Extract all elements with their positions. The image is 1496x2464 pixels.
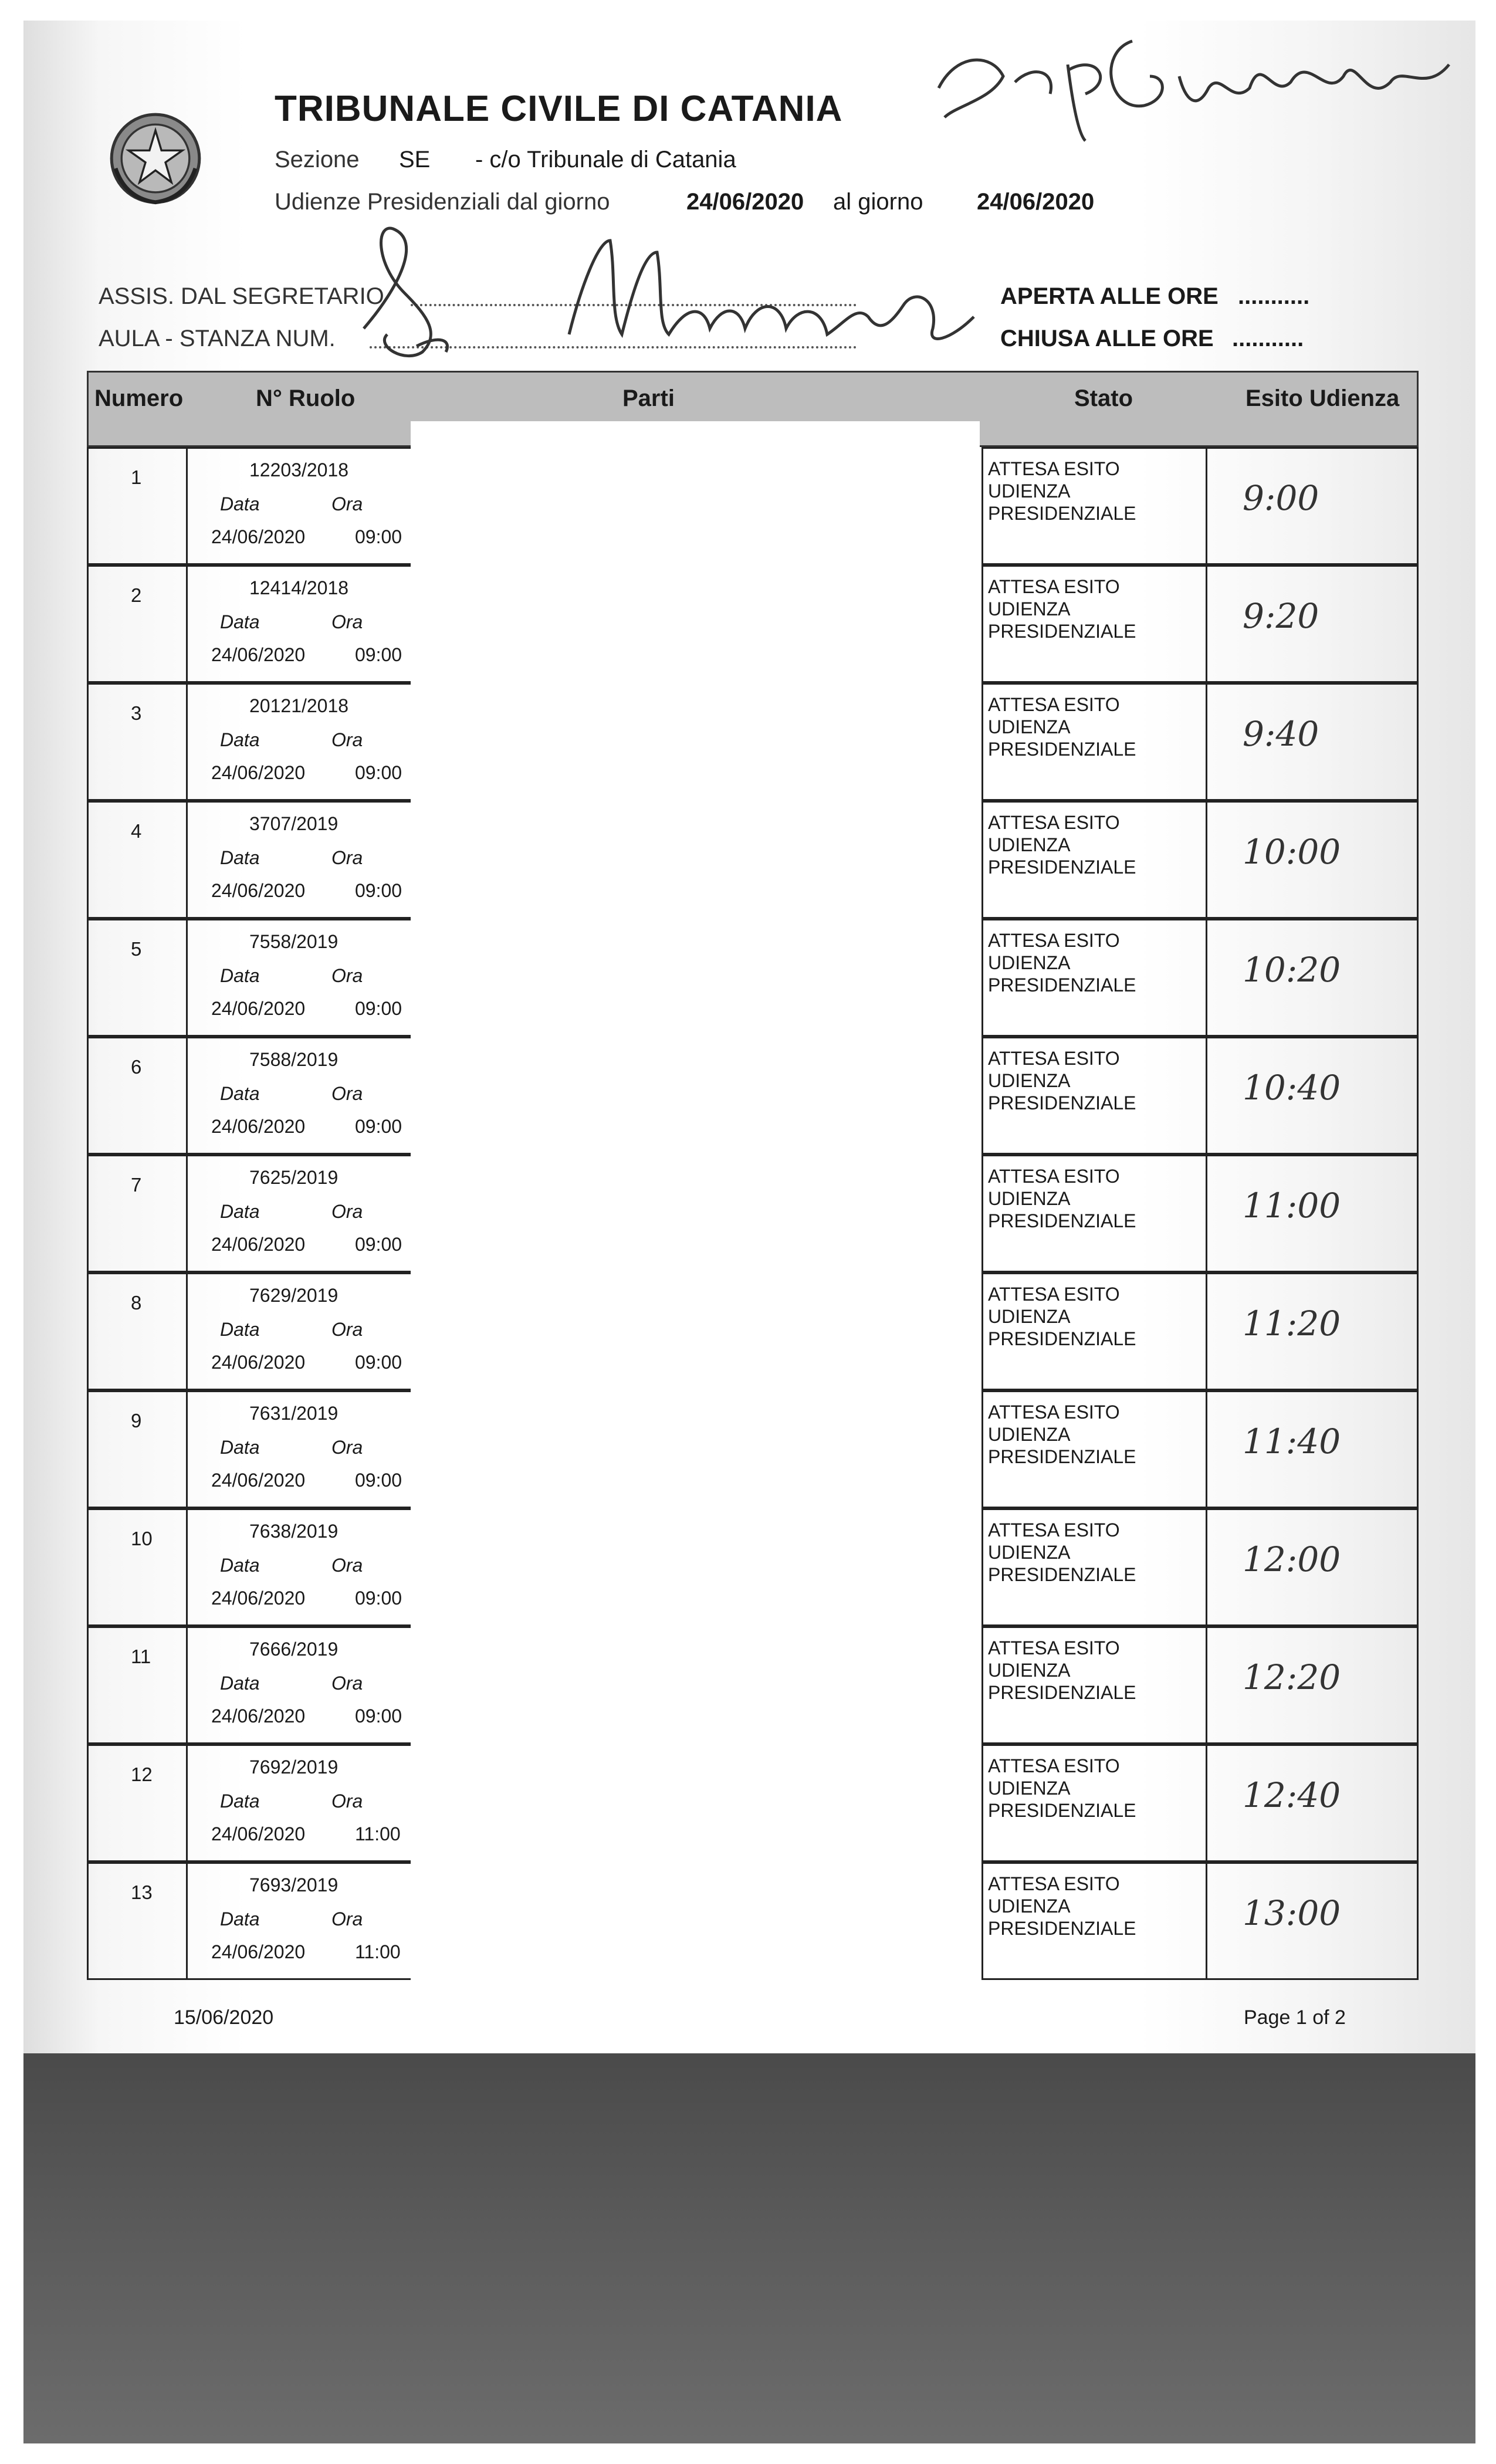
ruolo-cell: [186, 1037, 421, 1155]
row-number: 5: [131, 938, 142, 960]
stato-line-3: PRESIDENZIALE: [988, 974, 1136, 996]
stato-line-2: UDIENZA: [988, 834, 1071, 855]
esito-time: 10:00: [1243, 832, 1341, 872]
hearing-date: 24/06/2020: [211, 1234, 306, 1255]
ora-label: Ora: [331, 1201, 363, 1222]
esito-cell: [1206, 1155, 1419, 1272]
ruolo-cell: [186, 1272, 421, 1390]
row-number: 13: [131, 1881, 153, 1903]
stato-line-2: UDIENZA: [988, 1188, 1071, 1209]
stato-line-2: UDIENZA: [988, 1542, 1071, 1563]
stato-line-1: ATTESA ESITO: [988, 930, 1120, 951]
ruolo-number: 7625/2019: [249, 1167, 339, 1188]
numero-cell: [87, 1744, 188, 1862]
ruolo-cell: [186, 1155, 421, 1272]
data-label: Data: [220, 1673, 260, 1694]
hearing-time: 09:00: [355, 1234, 402, 1255]
ruolo-number: 7666/2019: [249, 1639, 339, 1660]
stato-line-2: UDIENZA: [988, 598, 1071, 620]
row-number: 4: [131, 820, 142, 842]
ora-label: Ora: [331, 493, 363, 515]
ruolo-number: 7631/2019: [249, 1403, 339, 1424]
stato-line-1: ATTESA ESITO: [988, 694, 1120, 715]
stato-line-2: UDIENZA: [988, 952, 1071, 973]
esito-cell: [1206, 1508, 1419, 1626]
hearing-time: 09:00: [355, 1116, 402, 1137]
stato-line-1: ATTESA ESITO: [988, 1284, 1120, 1305]
esito-cell: [1206, 565, 1419, 683]
ora-label: Ora: [331, 1673, 363, 1694]
row-number: 2: [131, 584, 142, 606]
ruolo-cell: [186, 1862, 421, 1980]
row-number: 10: [131, 1528, 153, 1549]
ruolo-number: 7693/2019: [249, 1874, 339, 1896]
hearing-date: 24/06/2020: [211, 1352, 306, 1373]
row-number: 11: [131, 1646, 151, 1667]
hearing-date: 24/06/2020: [211, 644, 306, 665]
esito-time: 10:40: [1243, 1068, 1341, 1108]
ora-label: Ora: [331, 965, 363, 986]
hearing-date: 24/06/2020: [211, 998, 306, 1019]
hearing-time: 09:00: [355, 1470, 402, 1491]
stato-line-1: ATTESA ESITO: [988, 1166, 1120, 1187]
stato-line-3: PRESIDENZIALE: [988, 1446, 1136, 1467]
hearing-date: 24/06/2020: [211, 1470, 306, 1491]
page-number: Page 1 of 2: [1244, 2006, 1346, 2029]
esito-time: 12:00: [1243, 1539, 1341, 1579]
stato-cell: [981, 1508, 1207, 1626]
row-number: 7: [131, 1174, 142, 1196]
ruolo-number: 3707/2019: [249, 813, 339, 834]
esito-time: 11:40: [1243, 1421, 1341, 1461]
row-number: 9: [131, 1410, 142, 1431]
stato-line-2: UDIENZA: [988, 716, 1071, 737]
col-ruolo: N° Ruolo: [256, 385, 356, 411]
ruolo-number: 7692/2019: [249, 1756, 339, 1778]
data-label: Data: [220, 1201, 260, 1222]
ora-label: Ora: [331, 611, 363, 632]
ruolo-cell: [186, 1744, 421, 1862]
stato-cell: [981, 447, 1207, 565]
stato-cell: [981, 565, 1207, 683]
row-number: 6: [131, 1056, 142, 1078]
esito-time: 11:00: [1243, 1186, 1341, 1226]
chiusa-label: CHIUSA ALLE ORE: [1000, 326, 1214, 351]
ora-label: Ora: [331, 1908, 363, 1930]
stato-line-1: ATTESA ESITO: [988, 1519, 1120, 1541]
ruolo-number: 7558/2019: [249, 931, 339, 952]
chiusa-dots: ...........: [1232, 326, 1304, 351]
ruolo-cell: [186, 1390, 421, 1508]
hearing-time: 09:00: [355, 880, 402, 901]
stato-cell: [981, 683, 1207, 801]
numero-cell: [87, 1508, 188, 1626]
numero-cell: [87, 1862, 188, 1980]
numero-cell: [87, 1037, 188, 1155]
stato-cell: [981, 1155, 1207, 1272]
stato-cell: [981, 1744, 1207, 1862]
aperta-dots: ...........: [1238, 283, 1310, 309]
scanner-background: [23, 2053, 1475, 2443]
court-title: TRIBUNALE CIVILE DI CATANIA: [275, 89, 843, 129]
stato-line-3: PRESIDENZIALE: [988, 857, 1136, 878]
ruolo-cell: [186, 565, 421, 683]
ora-label: Ora: [331, 1319, 363, 1340]
ruolo-cell: [186, 801, 421, 919]
esito-cell: [1206, 1037, 1419, 1155]
stato-line-2: UDIENZA: [988, 1778, 1071, 1799]
stato-line-3: PRESIDENZIALE: [988, 1564, 1136, 1585]
stato-line-1: ATTESA ESITO: [988, 812, 1120, 833]
ora-label: Ora: [331, 729, 363, 750]
stato-line-1: ATTESA ESITO: [988, 458, 1120, 479]
ruolo-number: 12414/2018: [249, 577, 349, 598]
stato-line-3: PRESIDENZIALE: [988, 739, 1136, 760]
esito-cell: [1206, 1744, 1419, 1862]
print-date: 15/06/2020: [174, 2006, 274, 2029]
stato-line-3: PRESIDENZIALE: [988, 1092, 1136, 1113]
esito-time: 11:20: [1243, 1304, 1341, 1343]
hearing-time: 09:00: [355, 762, 402, 783]
esito-cell: [1206, 1862, 1419, 1980]
ruolo-number: 7629/2019: [249, 1285, 339, 1306]
data-label: Data: [220, 1319, 260, 1340]
stato-line-3: PRESIDENZIALE: [988, 1210, 1136, 1231]
esito-time: 9:40: [1243, 714, 1319, 754]
assis-dotted-line: [411, 304, 857, 306]
data-label: Data: [220, 611, 260, 632]
stato-line-3: PRESIDENZIALE: [988, 1682, 1136, 1703]
hearing-date: 24/06/2020: [211, 1116, 306, 1137]
aula-dotted-line: [370, 346, 857, 348]
esito-time: 10:20: [1243, 950, 1341, 990]
numero-cell: [87, 801, 188, 919]
stato-line-2: UDIENZA: [988, 1660, 1071, 1681]
stato-line-2: UDIENZA: [988, 480, 1071, 502]
stato-cell: [981, 1626, 1207, 1744]
esito-cell: [1206, 919, 1419, 1037]
numero-cell: [87, 447, 188, 565]
esito-cell: [1206, 801, 1419, 919]
stato-line-1: ATTESA ESITO: [988, 1402, 1120, 1423]
hearing-time: 09:00: [355, 1705, 402, 1727]
esito-cell: [1206, 447, 1419, 565]
aperta-label: APERTA ALLE ORE: [1000, 283, 1219, 309]
row-number: 1: [131, 466, 142, 488]
stato-line-1: ATTESA ESITO: [988, 1755, 1120, 1776]
stato-cell: [981, 919, 1207, 1037]
ora-label: Ora: [331, 847, 363, 868]
esito-time: 9:00: [1243, 478, 1319, 518]
hearing-time: 09:00: [355, 1352, 402, 1373]
stato-line-2: UDIENZA: [988, 1424, 1071, 1445]
esito-cell: [1206, 1272, 1419, 1390]
hearing-date: 24/06/2020: [211, 1941, 306, 1962]
numero-cell: [87, 919, 188, 1037]
col-parti: Parti: [622, 385, 675, 411]
data-label: Data: [220, 965, 260, 986]
hearing-time: 09:00: [355, 644, 402, 665]
stato-line-3: PRESIDENZIALE: [988, 503, 1136, 524]
sezione-label: Sezione: [275, 147, 360, 172]
stato-line-2: UDIENZA: [988, 1896, 1071, 1917]
stato-line-3: PRESIDENZIALE: [988, 1328, 1136, 1349]
stato-line-3: PRESIDENZIALE: [988, 1918, 1136, 1939]
numero-cell: [87, 565, 188, 683]
esito-cell: [1206, 1390, 1419, 1508]
esito-time: 13:00: [1243, 1893, 1341, 1933]
esito-cell: [1206, 683, 1419, 801]
hearing-date: 24/06/2020: [211, 1588, 306, 1609]
hearing-date: 24/06/2020: [211, 762, 306, 783]
stato-cell: [981, 1272, 1207, 1390]
ruolo-cell: [186, 1626, 421, 1744]
sezione-value: SE: [399, 147, 431, 172]
stato-cell: [981, 1390, 1207, 1508]
numero-cell: [87, 1272, 188, 1390]
numero-cell: [87, 1390, 188, 1508]
hearing-time: 11:00: [355, 1823, 401, 1844]
hearing-time: 09:00: [355, 998, 402, 1019]
stato-line-1: ATTESA ESITO: [988, 576, 1120, 597]
esito-cell: [1206, 1626, 1419, 1744]
stato-cell: [981, 1862, 1207, 1980]
ora-label: Ora: [331, 1437, 363, 1458]
numero-cell: [87, 1626, 188, 1744]
esito-time: 9:20: [1243, 596, 1319, 636]
row-number: 12: [131, 1764, 153, 1785]
data-label: Data: [220, 1908, 260, 1930]
col-esito: Esito Udienza: [1245, 385, 1400, 411]
data-label: Data: [220, 729, 260, 750]
stato-line-1: ATTESA ESITO: [988, 1637, 1120, 1659]
stato-line-3: PRESIDENZIALE: [988, 1800, 1136, 1821]
al-giorno: 24/06/2020: [977, 189, 1095, 215]
stato-line-1: ATTESA ESITO: [988, 1048, 1120, 1069]
ruolo-cell: [186, 447, 421, 565]
stato-line-2: UDIENZA: [988, 1070, 1071, 1091]
hearing-date: 24/06/2020: [211, 1823, 306, 1844]
ruolo-cell: [186, 919, 421, 1037]
esito-time: 12:40: [1243, 1775, 1341, 1815]
data-label: Data: [220, 1555, 260, 1576]
data-label: Data: [220, 1437, 260, 1458]
assis-label: ASSIS. DAL SEGRETARIO: [99, 283, 384, 309]
col-stato: Stato: [1074, 385, 1133, 411]
col-numero: Numero: [94, 385, 184, 411]
redacted-parties: [411, 421, 980, 1982]
hearing-date: 24/06/2020: [211, 1705, 306, 1727]
udienze-label: Udienze Presidenziali dal giorno: [275, 189, 610, 215]
ruolo-number: 7588/2019: [249, 1049, 339, 1070]
hearing-time: 11:00: [355, 1941, 401, 1962]
italian-emblem-icon: [106, 109, 205, 208]
ruolo-number: 20121/2018: [249, 695, 349, 716]
data-label: Data: [220, 1791, 260, 1812]
al-giorno-label: al giorno: [833, 189, 923, 215]
hearing-time: 09:00: [355, 526, 402, 547]
hearing-date: 24/06/2020: [211, 526, 306, 547]
ruolo-cell: [186, 683, 421, 801]
row-number: 3: [131, 702, 142, 724]
data-label: Data: [220, 493, 260, 515]
hearing-time: 09:00: [355, 1588, 402, 1609]
stato-line-2: UDIENZA: [988, 1306, 1071, 1327]
aula-label: AULA - STANZA NUM.: [99, 326, 336, 351]
numero-cell: [87, 683, 188, 801]
ora-label: Ora: [331, 1791, 363, 1812]
data-label: Data: [220, 847, 260, 868]
hearing-date: 24/06/2020: [211, 880, 306, 901]
ruolo-number: 7638/2019: [249, 1521, 339, 1542]
row-number: 8: [131, 1292, 142, 1314]
ruolo-cell: [186, 1508, 421, 1626]
stato-line-3: PRESIDENZIALE: [988, 621, 1136, 642]
ruolo-number: 12203/2018: [249, 459, 349, 480]
stato-line-1: ATTESA ESITO: [988, 1873, 1120, 1894]
data-label: Data: [220, 1083, 260, 1104]
stato-cell: [981, 1037, 1207, 1155]
numero-cell: [87, 1155, 188, 1272]
ora-label: Ora: [331, 1083, 363, 1104]
esito-time: 12:20: [1243, 1657, 1341, 1697]
stato-cell: [981, 801, 1207, 919]
sezione-location: - c/o Tribunale di Catania: [475, 147, 736, 172]
dal-giorno: 24/06/2020: [686, 189, 804, 215]
ora-label: Ora: [331, 1555, 363, 1576]
